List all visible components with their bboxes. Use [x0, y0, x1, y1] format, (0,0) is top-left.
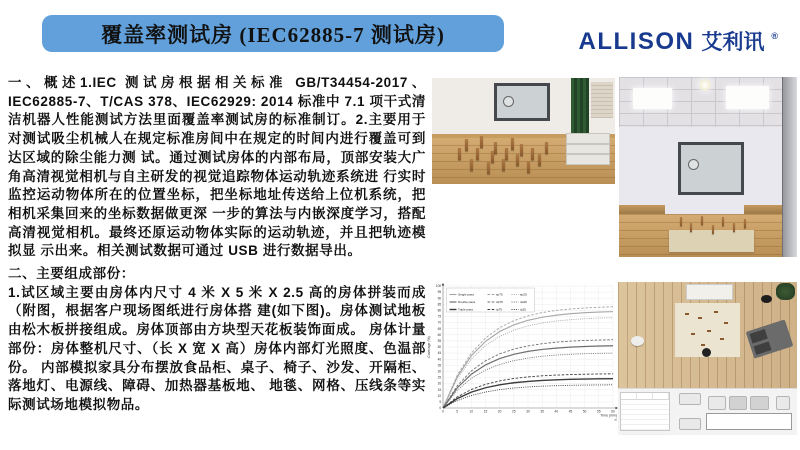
software-button-bottom [679, 418, 701, 430]
ceiling-lamp [699, 79, 711, 91]
white-steps [566, 133, 610, 165]
wood-peg [531, 148, 534, 160]
wood-peg [724, 322, 728, 324]
software-button-4 [776, 396, 791, 410]
wood-peg [505, 148, 508, 160]
software-button-top [679, 393, 701, 405]
log-textbox [706, 413, 792, 430]
wood-peg [545, 142, 548, 154]
registered-trademark-icon: ® [771, 31, 778, 41]
wood-peg [707, 330, 711, 332]
ceiling-light-panel [726, 86, 769, 109]
wood-peg [720, 338, 724, 340]
wood-peg [698, 317, 702, 319]
svg-text:20: 20 [497, 409, 502, 414]
svg-text:sp75: sp75 [496, 292, 503, 297]
white-robot [631, 336, 644, 346]
wood-peg [511, 138, 514, 150]
door-frame [782, 77, 797, 257]
wood-peg [722, 217, 724, 226]
svg-text:20: 20 [437, 381, 442, 386]
svg-text:65: 65 [437, 326, 442, 331]
software-button-1 [708, 396, 726, 410]
svg-text:60: 60 [437, 332, 442, 337]
svg-text:45: 45 [568, 409, 573, 414]
logo-cjk-name: 艾利讯 [701, 31, 765, 54]
svg-text:a): a) [614, 417, 617, 422]
svg-text:95: 95 [437, 290, 442, 295]
svg-text:10: 10 [469, 409, 474, 414]
potted-plant [776, 283, 796, 300]
wood-peg [685, 313, 689, 315]
logo-wordmark: ALLISON [578, 28, 695, 55]
svg-text:10: 10 [437, 393, 442, 398]
svg-text:sp25: sp25 [520, 292, 527, 297]
slide-title-box [42, 15, 504, 52]
svg-text:35: 35 [437, 363, 442, 368]
photo-room-top-view [618, 282, 797, 435]
wall-window [678, 142, 745, 195]
target-circle-icon [688, 159, 699, 170]
svg-text:55: 55 [437, 339, 442, 343]
svg-text:50: 50 [437, 345, 442, 350]
window-blind [591, 82, 613, 118]
software-button-3 [750, 396, 768, 410]
svg-text:5: 5 [456, 409, 459, 414]
wood-peg [516, 154, 519, 166]
photo-test-room-front [432, 78, 615, 184]
company-logo [579, 26, 778, 56]
wood-peg [502, 159, 505, 171]
svg-text:70: 70 [437, 320, 442, 325]
wood-peg [714, 311, 718, 313]
svg-text:75: 75 [437, 314, 442, 319]
svg-text:25: 25 [437, 375, 442, 380]
wood-peg [458, 148, 461, 160]
photo-test-room-ceiling [619, 77, 797, 257]
wood-peg [701, 344, 705, 346]
svg-text:25: 25 [512, 409, 516, 414]
floor-lamp-top-view [761, 295, 772, 303]
svg-text:35: 35 [540, 409, 544, 414]
svg-text:15: 15 [437, 387, 442, 392]
svg-text:tp25: tp25 [520, 307, 527, 312]
svg-text:dp75: dp75 [496, 300, 503, 305]
wood-peg [465, 139, 468, 151]
wood-peg [470, 159, 473, 171]
svg-text:Coverage (%): Coverage (%) [427, 336, 431, 358]
wood-peg [744, 219, 746, 228]
svg-text:dp25: dp25 [520, 300, 527, 305]
svg-text:30: 30 [526, 409, 530, 414]
svg-text:0: 0 [439, 406, 442, 411]
wood-peg [487, 162, 490, 174]
svg-text:Double pass: Double pass [458, 300, 476, 305]
slide-title: 覆盖率测试房 (IEC62885-7 测试房) [101, 22, 445, 47]
coverage-chart [426, 281, 620, 429]
wood-skirting [619, 205, 665, 214]
svg-text:tp75: tp75 [496, 307, 503, 312]
svg-text:0: 0 [442, 409, 444, 414]
wood-peg [712, 225, 714, 234]
wood-peg [494, 142, 497, 154]
wood-skirting [744, 205, 783, 214]
svg-text:30: 30 [437, 369, 442, 374]
svg-text:5: 5 [439, 400, 442, 404]
svg-text:15: 15 [483, 409, 488, 414]
wood-peg [701, 216, 703, 225]
wood-peg [538, 154, 541, 166]
svg-text:85: 85 [437, 302, 442, 307]
svg-text:60: 60 [611, 409, 615, 414]
ceiling-light-panel [633, 88, 672, 110]
wood-peg [491, 151, 494, 163]
svg-text:Single pass: Single pass [458, 292, 474, 297]
svg-text:55: 55 [597, 409, 601, 414]
wood-peg [527, 161, 530, 173]
components-paragraph: 1.试区域主要由房体内尺寸 4 米 X 5 米 X 2.5 高的房体拼装而成（附图，根据客户现场图纸进行房体搭 建(如下图)。房体测试地板由松木板拼接组成。房体顶部由方块型天花板装饰面成。 房体计量部份：房体整机尺寸、（长 X 宽 X 高）房体内部灯光照度、色温部份。 内部模拟家具分布摆放食品柜、桌子、椅子、沙发、开隔柜、落地灯、电源线、障碍、加热器基板地、 地毯、网格、压线条等实际测试场地模拟物品。 [8, 284, 426, 412]
top-view-image [618, 282, 797, 389]
tracking-software-panel [618, 388, 797, 435]
shelf-box [686, 284, 733, 300]
wood-peg [690, 223, 692, 232]
wood-peg [480, 136, 483, 148]
wood-peg [680, 217, 682, 226]
wood-peg [476, 148, 479, 160]
svg-text:Triple pass: Triple pass [458, 307, 474, 312]
body-text-column [8, 74, 426, 415]
svg-text:40: 40 [554, 409, 559, 414]
svg-text:100: 100 [435, 284, 442, 289]
overview-paragraph: 一、概述1.IEC 测试房根据相关标准 GB/T34454-2017、IEC62885-7、T/CAS 378、IEC62929: 2014 标准中 7.1 项干式清洁机器人性能测试方法里面覆盖率测试房的标准制订。2.主要用于对测试吸尘机械人在规定标准房间中在规定的时间内进行覆盖可到达区域的除尘能力测 试。通过测试房体的内部布局，顶部安装大广角高清视觉相机与自主研发的视觉追踪物体运动轨迹系统进 行实时监控运动物体所在的位置坐标，把坐标地址传送给上位机系统，把相机采集回来的坐标数据做更深 一步的算法与内嵌深度学习，搭配高清视觉相机。最终还原运动物体实际的运动轨迹，并且把轨迹模拟显 示出来。相关测试数据可通过 USB 进行数据导出。 [8, 75, 426, 259]
components-heading: 二、主要组成部份： [8, 266, 135, 282]
svg-text:80: 80 [437, 308, 442, 313]
svg-text:90: 90 [437, 296, 442, 301]
wood-peg [733, 223, 735, 232]
svg-text:50: 50 [582, 409, 587, 414]
wood-peg [520, 144, 523, 156]
svg-text:45: 45 [437, 351, 442, 356]
svg-text:Time (min): Time (min) [600, 413, 617, 418]
wall-window [494, 83, 549, 121]
software-button-2 [729, 396, 747, 410]
coordinates-table [620, 392, 670, 432]
target-circle-icon [503, 96, 514, 107]
svg-text:40: 40 [437, 357, 442, 362]
wood-peg [691, 333, 695, 335]
